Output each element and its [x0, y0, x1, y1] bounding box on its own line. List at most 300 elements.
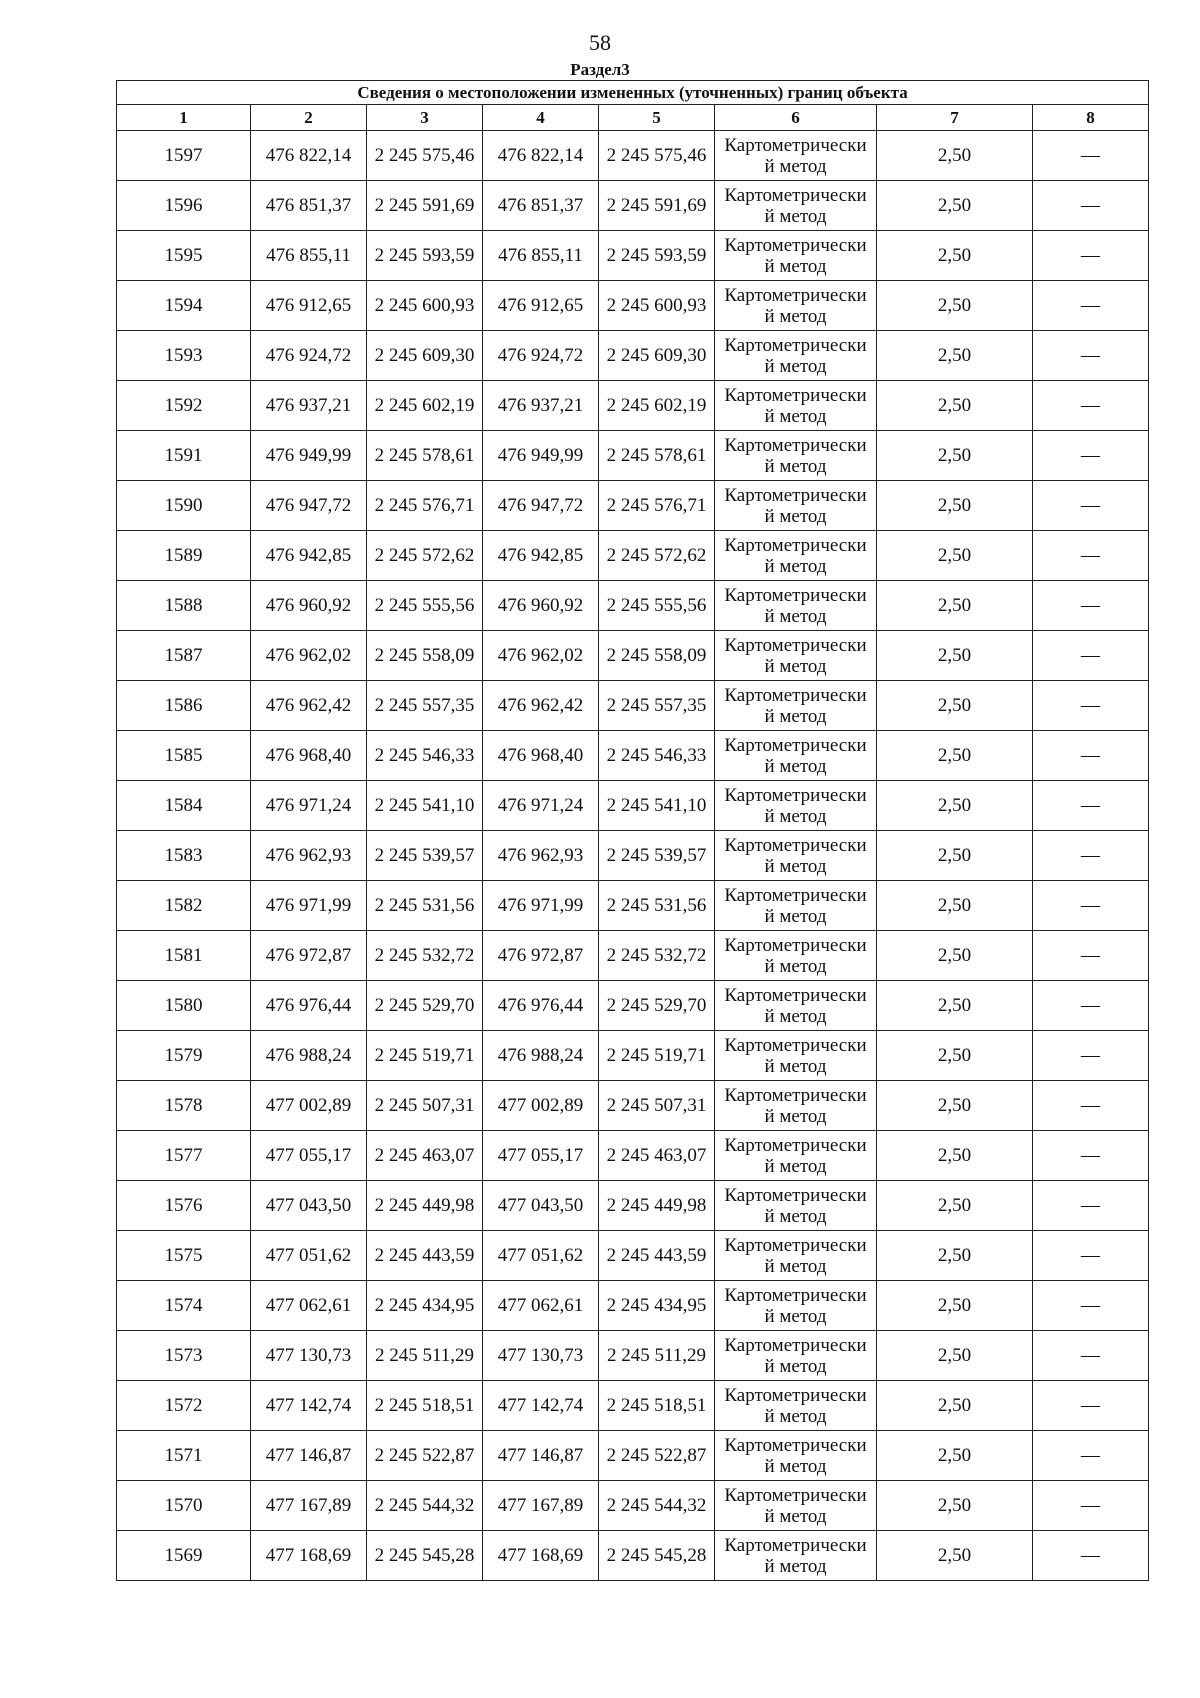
x-coordinate-cell: 476 949,99 — [251, 431, 367, 481]
method-text-line1: Картометрически — [724, 1334, 867, 1356]
x-coordinate-cell: 477 130,73 — [483, 1331, 599, 1381]
x-coordinate-cell: 476 988,24 — [483, 1031, 599, 1081]
method-text-line1: Картометрически — [724, 334, 867, 356]
table-row — [117, 681, 1149, 731]
x-coordinate-cell: 476 822,14 — [483, 131, 599, 181]
point-number-cell: 1586 — [117, 681, 251, 731]
accuracy-cell: 2,50 — [877, 1381, 1033, 1431]
accuracy-cell: 2,50 — [877, 631, 1033, 681]
table-row — [117, 1381, 1149, 1431]
point-number-cell: 1582 — [117, 881, 251, 931]
y-coordinate-cell: 2 245 558,09 — [599, 631, 715, 681]
accuracy-cell: 2,50 — [877, 781, 1033, 831]
table-row — [117, 1181, 1149, 1231]
x-coordinate-cell: 477 043,50 — [483, 1181, 599, 1231]
y-coordinate-cell: 2 245 519,71 — [367, 1031, 483, 1081]
y-coordinate-cell: 2 245 545,28 — [599, 1531, 715, 1581]
accuracy-cell: 2,50 — [877, 381, 1033, 431]
column-number: 3 — [367, 105, 483, 131]
y-coordinate-cell: 2 245 511,29 — [367, 1331, 483, 1381]
accuracy-cell: 2,50 — [877, 331, 1033, 381]
y-coordinate-cell: 2 245 572,62 — [367, 531, 483, 581]
y-coordinate-cell: 2 245 518,51 — [599, 1381, 715, 1431]
method-text-line1: Картометрически — [724, 1484, 867, 1506]
point-number-cell: 1576 — [117, 1181, 251, 1231]
method-text-line2: й метод — [764, 455, 827, 477]
y-coordinate-cell: 2 245 532,72 — [367, 931, 483, 981]
x-coordinate-cell: 477 168,69 — [483, 1531, 599, 1581]
table-row — [117, 231, 1149, 281]
note-cell: — — [1033, 331, 1149, 381]
x-coordinate-cell: 476 971,99 — [483, 881, 599, 931]
point-number-cell: 1580 — [117, 981, 251, 1031]
method-cell — [715, 1331, 877, 1381]
x-coordinate-cell: 476 947,72 — [483, 481, 599, 531]
y-coordinate-cell: 2 245 541,10 — [367, 781, 483, 831]
accuracy-cell: 2,50 — [877, 481, 1033, 531]
method-cell — [715, 1081, 877, 1131]
column-number-row — [117, 105, 1149, 131]
method-text-line1: Картометрически — [724, 284, 867, 306]
point-number-cell: 1597 — [117, 131, 251, 181]
method-cell — [715, 881, 877, 931]
method-text-line1: Картометрически — [724, 934, 867, 956]
x-coordinate-cell: 477 146,87 — [251, 1431, 367, 1481]
column-number: 2 — [251, 105, 367, 131]
method-text-line2: й метод — [764, 1255, 827, 1277]
accuracy-cell: 2,50 — [877, 831, 1033, 881]
method-text-line1: Картометрически — [724, 534, 867, 556]
point-number-cell: 1574 — [117, 1281, 251, 1331]
accuracy-cell: 2,50 — [877, 1531, 1033, 1581]
point-number-cell: 1577 — [117, 1131, 251, 1181]
point-number-cell: 1573 — [117, 1331, 251, 1381]
y-coordinate-cell: 2 245 449,98 — [599, 1181, 715, 1231]
method-text-line1: Картометрически — [724, 134, 867, 156]
table-row — [117, 181, 1149, 231]
method-text-line2: й метод — [764, 605, 827, 627]
x-coordinate-cell: 476 924,72 — [483, 331, 599, 381]
table-row — [117, 1031, 1149, 1081]
point-number-cell: 1588 — [117, 581, 251, 631]
table-row — [117, 1481, 1149, 1531]
accuracy-cell: 2,50 — [877, 581, 1033, 631]
accuracy-cell: 2,50 — [877, 1231, 1033, 1281]
y-coordinate-cell: 2 245 576,71 — [599, 481, 715, 531]
note-cell: — — [1033, 131, 1149, 181]
y-coordinate-cell: 2 245 600,93 — [599, 281, 715, 331]
y-coordinate-cell: 2 245 522,87 — [367, 1431, 483, 1481]
accuracy-cell: 2,50 — [877, 1481, 1033, 1531]
method-cell — [715, 831, 877, 881]
method-text-line1: Картометрически — [724, 1234, 867, 1256]
accuracy-cell: 2,50 — [877, 1081, 1033, 1131]
note-cell: — — [1033, 481, 1149, 531]
accuracy-cell: 2,50 — [877, 1431, 1033, 1481]
y-coordinate-cell: 2 245 531,56 — [599, 881, 715, 931]
y-coordinate-cell: 2 245 539,57 — [367, 831, 483, 881]
point-number-cell: 1593 — [117, 331, 251, 381]
y-coordinate-cell: 2 245 602,19 — [367, 381, 483, 431]
point-number-cell: 1578 — [117, 1081, 251, 1131]
method-cell — [715, 1131, 877, 1181]
table-row — [117, 631, 1149, 681]
x-coordinate-cell: 476 855,11 — [483, 231, 599, 281]
x-coordinate-cell: 476 962,42 — [251, 681, 367, 731]
x-coordinate-cell: 476 976,44 — [251, 981, 367, 1031]
method-text-line1: Картометрически — [724, 1434, 867, 1456]
y-coordinate-cell: 2 245 541,10 — [599, 781, 715, 831]
method-text-line2: й метод — [764, 1305, 827, 1327]
method-cell — [715, 981, 877, 1031]
method-text-line2: й метод — [764, 705, 827, 727]
accuracy-cell: 2,50 — [877, 181, 1033, 231]
accuracy-cell: 2,50 — [877, 931, 1033, 981]
note-cell: — — [1033, 281, 1149, 331]
table-row — [117, 981, 1149, 1031]
y-coordinate-cell: 2 245 602,19 — [599, 381, 715, 431]
y-coordinate-cell: 2 245 546,33 — [599, 731, 715, 781]
x-coordinate-cell: 476 971,99 — [251, 881, 367, 931]
method-text-line1: Картометрически — [724, 1084, 867, 1106]
y-coordinate-cell: 2 245 593,59 — [599, 231, 715, 281]
table-row — [117, 281, 1149, 331]
accuracy-cell: 2,50 — [877, 681, 1033, 731]
method-text-line2: й метод — [764, 655, 827, 677]
x-coordinate-cell: 477 062,61 — [483, 1281, 599, 1331]
method-text-line1: Картометрически — [724, 1534, 867, 1556]
y-coordinate-cell: 2 245 555,56 — [367, 581, 483, 631]
x-coordinate-cell: 476 962,93 — [251, 831, 367, 881]
x-coordinate-cell: 476 942,85 — [483, 531, 599, 581]
y-coordinate-cell: 2 245 511,29 — [599, 1331, 715, 1381]
method-text-line2: й метод — [764, 1405, 827, 1427]
method-text-line1: Картометрически — [724, 884, 867, 906]
column-number: 5 — [599, 105, 715, 131]
method-text-line2: й метод — [764, 305, 827, 327]
note-cell: — — [1033, 531, 1149, 581]
x-coordinate-cell: 477 043,50 — [251, 1181, 367, 1231]
x-coordinate-cell: 477 051,62 — [251, 1231, 367, 1281]
method-text-line2: й метод — [764, 905, 827, 927]
method-text-line1: Картометрически — [724, 584, 867, 606]
x-coordinate-cell: 477 051,62 — [483, 1231, 599, 1281]
y-coordinate-cell: 2 245 434,95 — [367, 1281, 483, 1331]
note-cell: — — [1033, 681, 1149, 731]
accuracy-cell: 2,50 — [877, 881, 1033, 931]
y-coordinate-cell: 2 245 591,69 — [367, 181, 483, 231]
note-cell: — — [1033, 1131, 1149, 1181]
y-coordinate-cell: 2 245 532,72 — [599, 931, 715, 981]
table-row — [117, 1331, 1149, 1381]
method-cell — [715, 1031, 877, 1081]
accuracy-cell: 2,50 — [877, 281, 1033, 331]
accuracy-cell: 2,50 — [877, 1331, 1033, 1381]
y-coordinate-cell: 2 245 558,09 — [367, 631, 483, 681]
method-text-line1: Картометрически — [724, 234, 867, 256]
y-coordinate-cell: 2 245 609,30 — [367, 331, 483, 381]
note-cell: — — [1033, 431, 1149, 481]
table-row — [117, 381, 1149, 431]
y-coordinate-cell: 2 245 519,71 — [599, 1031, 715, 1081]
accuracy-cell: 2,50 — [877, 1281, 1033, 1331]
y-coordinate-cell: 2 245 507,31 — [367, 1081, 483, 1131]
point-number-cell: 1581 — [117, 931, 251, 981]
method-text-line1: Картометрически — [724, 484, 867, 506]
point-number-cell: 1570 — [117, 1481, 251, 1531]
method-text-line1: Картометрически — [724, 684, 867, 706]
note-cell: — — [1033, 231, 1149, 281]
table-row — [117, 731, 1149, 781]
y-coordinate-cell: 2 245 545,28 — [367, 1531, 483, 1581]
method-cell — [715, 631, 877, 681]
note-cell: — — [1033, 831, 1149, 881]
note-cell: — — [1033, 1231, 1149, 1281]
method-cell — [715, 681, 877, 731]
method-cell — [715, 1381, 877, 1431]
y-coordinate-cell: 2 245 443,59 — [367, 1231, 483, 1281]
y-coordinate-cell: 2 245 575,46 — [367, 131, 483, 181]
accuracy-cell: 2,50 — [877, 431, 1033, 481]
x-coordinate-cell: 476 971,24 — [483, 781, 599, 831]
y-coordinate-cell: 2 245 576,71 — [367, 481, 483, 531]
x-coordinate-cell: 476 962,02 — [251, 631, 367, 681]
table-row — [117, 831, 1149, 881]
x-coordinate-cell: 476 971,24 — [251, 781, 367, 831]
method-text-line1: Картометрически — [724, 984, 867, 1006]
x-coordinate-cell: 476 962,93 — [483, 831, 599, 881]
x-coordinate-cell: 476 968,40 — [251, 731, 367, 781]
x-coordinate-cell: 476 962,02 — [483, 631, 599, 681]
y-coordinate-cell: 2 245 443,59 — [599, 1231, 715, 1281]
x-coordinate-cell: 476 912,65 — [251, 281, 367, 331]
accuracy-cell: 2,50 — [877, 1181, 1033, 1231]
method-text-line2: й метод — [764, 755, 827, 777]
column-number: 4 — [483, 105, 599, 131]
x-coordinate-cell: 477 142,74 — [251, 1381, 367, 1431]
x-coordinate-cell: 477 146,87 — [483, 1431, 599, 1481]
point-number-cell: 1579 — [117, 1031, 251, 1081]
point-number-cell: 1595 — [117, 231, 251, 281]
y-coordinate-cell: 2 245 555,56 — [599, 581, 715, 631]
x-coordinate-cell: 476 937,21 — [251, 381, 367, 431]
x-coordinate-cell: 476 822,14 — [251, 131, 367, 181]
accuracy-cell: 2,50 — [877, 531, 1033, 581]
method-text-line1: Картометрически — [724, 1134, 867, 1156]
table-row — [117, 881, 1149, 931]
y-coordinate-cell: 2 245 575,46 — [599, 131, 715, 181]
method-cell — [715, 331, 877, 381]
table-row — [117, 131, 1149, 181]
x-coordinate-cell: 476 851,37 — [483, 181, 599, 231]
method-cell — [715, 1231, 877, 1281]
point-number-cell: 1571 — [117, 1431, 251, 1481]
method-text-line2: й метод — [764, 1355, 827, 1377]
y-coordinate-cell: 2 245 531,56 — [367, 881, 483, 931]
method-cell — [715, 1281, 877, 1331]
table-row — [117, 1281, 1149, 1331]
point-number-cell: 1596 — [117, 181, 251, 231]
method-text-line2: й метод — [764, 255, 827, 277]
method-cell — [715, 531, 877, 581]
method-text-line1: Картометрически — [724, 734, 867, 756]
y-coordinate-cell: 2 245 557,35 — [367, 681, 483, 731]
note-cell: — — [1033, 1181, 1149, 1231]
y-coordinate-cell: 2 245 434,95 — [599, 1281, 715, 1331]
x-coordinate-cell: 476 937,21 — [483, 381, 599, 431]
table-row — [117, 1131, 1149, 1181]
table-row — [117, 531, 1149, 581]
table-row — [117, 1431, 1149, 1481]
note-cell: — — [1033, 1481, 1149, 1531]
x-coordinate-cell: 476 960,92 — [483, 581, 599, 631]
note-cell: — — [1033, 981, 1149, 1031]
x-coordinate-cell: 476 947,72 — [251, 481, 367, 531]
x-coordinate-cell: 477 055,17 — [251, 1131, 367, 1181]
table-row — [117, 581, 1149, 631]
y-coordinate-cell: 2 245 544,32 — [367, 1481, 483, 1531]
method-cell — [715, 431, 877, 481]
method-text-line1: Картометрически — [724, 434, 867, 456]
method-text-line2: й метод — [764, 1505, 827, 1527]
x-coordinate-cell: 477 130,73 — [251, 1331, 367, 1381]
table-row — [117, 481, 1149, 531]
x-coordinate-cell: 476 976,44 — [483, 981, 599, 1031]
y-coordinate-cell: 2 245 544,32 — [599, 1481, 715, 1531]
y-coordinate-cell: 2 245 529,70 — [599, 981, 715, 1031]
method-cell — [715, 1531, 877, 1581]
note-cell: — — [1033, 731, 1149, 781]
method-cell — [715, 781, 877, 831]
method-cell — [715, 131, 877, 181]
accuracy-cell: 2,50 — [877, 1131, 1033, 1181]
method-text-line2: й метод — [764, 1055, 827, 1077]
x-coordinate-cell: 476 855,11 — [251, 231, 367, 281]
x-coordinate-cell: 477 002,89 — [483, 1081, 599, 1131]
method-cell — [715, 381, 877, 431]
y-coordinate-cell: 2 245 546,33 — [367, 731, 483, 781]
method-text-line2: й метод — [764, 805, 827, 827]
table-caption: Сведения о местоположении измененных (уточненных) границ объекта — [117, 81, 1149, 105]
column-number: 7 — [877, 105, 1033, 131]
note-cell: — — [1033, 381, 1149, 431]
method-cell — [715, 1481, 877, 1531]
y-coordinate-cell: 2 245 593,59 — [367, 231, 483, 281]
x-coordinate-cell: 477 002,89 — [251, 1081, 367, 1131]
accuracy-cell: 2,50 — [877, 981, 1033, 1031]
y-coordinate-cell: 2 245 591,69 — [599, 181, 715, 231]
method-text-line1: Картометрически — [724, 384, 867, 406]
x-coordinate-cell: 476 962,42 — [483, 681, 599, 731]
x-coordinate-cell: 476 972,87 — [483, 931, 599, 981]
note-cell: — — [1033, 181, 1149, 231]
point-number-cell: 1590 — [117, 481, 251, 531]
y-coordinate-cell: 2 245 539,57 — [599, 831, 715, 881]
method-cell — [715, 481, 877, 531]
y-coordinate-cell: 2 245 507,31 — [599, 1081, 715, 1131]
note-cell: — — [1033, 1331, 1149, 1381]
method-text-line1: Картометрически — [724, 1384, 867, 1406]
column-number: 8 — [1033, 105, 1149, 131]
method-text-line2: й метод — [764, 1555, 827, 1577]
point-number-cell: 1594 — [117, 281, 251, 331]
note-cell: — — [1033, 1381, 1149, 1431]
method-cell — [715, 1181, 877, 1231]
method-text-line1: Картометрически — [724, 184, 867, 206]
y-coordinate-cell: 2 245 518,51 — [367, 1381, 483, 1431]
y-coordinate-cell: 2 245 557,35 — [599, 681, 715, 731]
section-title: Раздел3 — [570, 60, 630, 79]
x-coordinate-cell: 477 142,74 — [483, 1381, 599, 1431]
point-number-cell: 1591 — [117, 431, 251, 481]
y-coordinate-cell: 2 245 463,07 — [367, 1131, 483, 1181]
x-coordinate-cell: 476 924,72 — [251, 331, 367, 381]
table-row — [117, 1531, 1149, 1581]
point-number-cell: 1575 — [117, 1231, 251, 1281]
accuracy-cell: 2,50 — [877, 131, 1033, 181]
note-cell: — — [1033, 781, 1149, 831]
method-text-line1: Картометрически — [724, 1284, 867, 1306]
note-cell: — — [1033, 1431, 1149, 1481]
y-coordinate-cell: 2 245 522,87 — [599, 1431, 715, 1481]
x-coordinate-cell: 477 168,69 — [251, 1531, 367, 1581]
point-number-cell: 1583 — [117, 831, 251, 881]
method-text-line2: й метод — [764, 405, 827, 427]
note-cell: — — [1033, 1531, 1149, 1581]
method-cell — [715, 731, 877, 781]
column-number: 1 — [117, 105, 251, 131]
page-number: 58 — [589, 30, 611, 55]
y-coordinate-cell: 2 245 600,93 — [367, 281, 483, 331]
method-text-line1: Картометрически — [724, 1034, 867, 1056]
method-text-line2: й метод — [764, 1455, 827, 1477]
table-row — [117, 781, 1149, 831]
note-cell: — — [1033, 1031, 1149, 1081]
note-cell: — — [1033, 931, 1149, 981]
method-cell — [715, 931, 877, 981]
x-coordinate-cell: 476 972,87 — [251, 931, 367, 981]
method-cell — [715, 281, 877, 331]
x-coordinate-cell: 476 968,40 — [483, 731, 599, 781]
y-coordinate-cell: 2 245 449,98 — [367, 1181, 483, 1231]
x-coordinate-cell: 476 912,65 — [483, 281, 599, 331]
method-text-line2: й метод — [764, 205, 827, 227]
method-text-line2: й метод — [764, 1155, 827, 1177]
boundary-coordinates-table — [116, 80, 1149, 1581]
point-number-cell: 1585 — [117, 731, 251, 781]
accuracy-cell: 2,50 — [877, 731, 1033, 781]
note-cell: — — [1033, 631, 1149, 681]
x-coordinate-cell: 476 942,85 — [251, 531, 367, 581]
method-text-line2: й метод — [764, 1005, 827, 1027]
point-number-cell: 1569 — [117, 1531, 251, 1581]
point-number-cell: 1592 — [117, 381, 251, 431]
table-row — [117, 1231, 1149, 1281]
point-number-cell: 1572 — [117, 1381, 251, 1431]
note-cell: — — [1033, 1281, 1149, 1331]
method-text-line2: й метод — [764, 855, 827, 877]
table-row — [117, 931, 1149, 981]
point-number-cell: 1589 — [117, 531, 251, 581]
method-text-line2: й метод — [764, 1205, 827, 1227]
method-text-line2: й метод — [764, 955, 827, 977]
method-text-line2: й метод — [764, 1105, 827, 1127]
method-cell — [715, 231, 877, 281]
method-cell — [715, 581, 877, 631]
method-text-line1: Картометрически — [724, 834, 867, 856]
table-row — [117, 331, 1149, 381]
method-text-line2: й метод — [764, 505, 827, 527]
